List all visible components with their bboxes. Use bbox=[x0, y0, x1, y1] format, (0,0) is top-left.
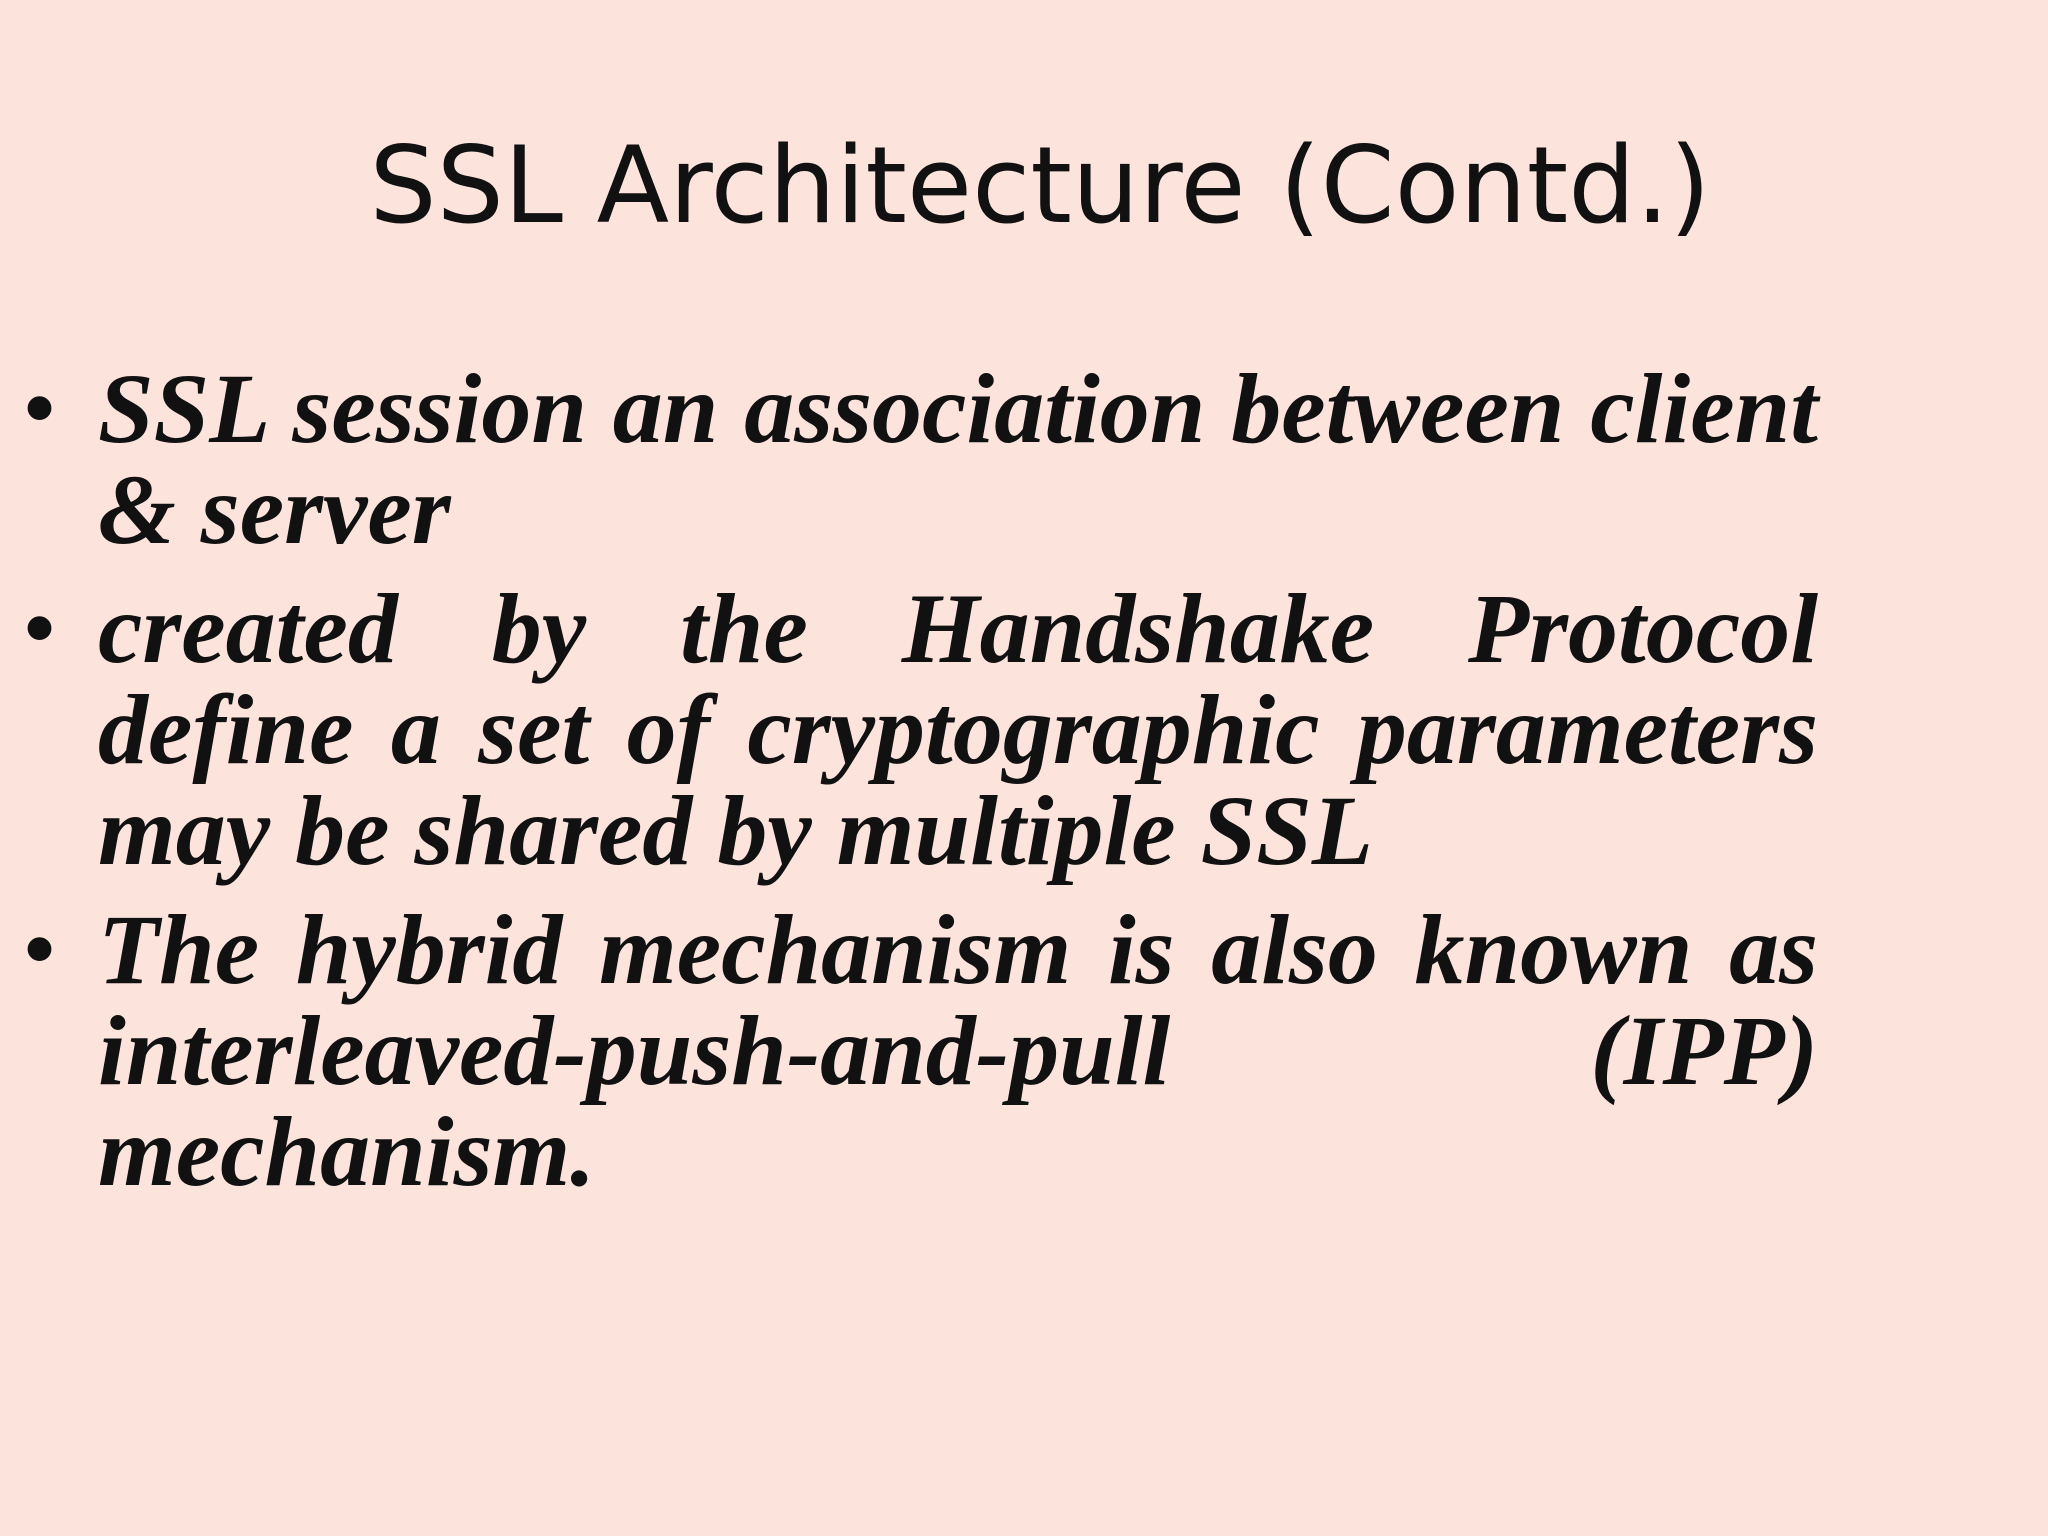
bullet-list bbox=[0, 352, 2048, 1220]
bullet-item bbox=[0, 893, 2048, 1207]
bullet-icon: • bbox=[22, 893, 58, 1004]
bullet-item bbox=[0, 572, 2048, 886]
bullet-text: created by the Handshake Protocol define a set of cryptographic parameters may be shared by multiple SSL bbox=[98, 573, 1818, 886]
bullet-icon: • bbox=[22, 572, 58, 683]
bullet-text: The hybrid mechanism is also known as interleaved-push-and-pull (IPP) mechanism. bbox=[98, 894, 1818, 1207]
bullet-text: SSL session an association between client & server bbox=[98, 353, 1818, 565]
bullet-item bbox=[0, 352, 2048, 565]
slide-title: SSL Architecture (Contd.) bbox=[369, 124, 1711, 247]
bullet-icon: • bbox=[22, 352, 58, 463]
